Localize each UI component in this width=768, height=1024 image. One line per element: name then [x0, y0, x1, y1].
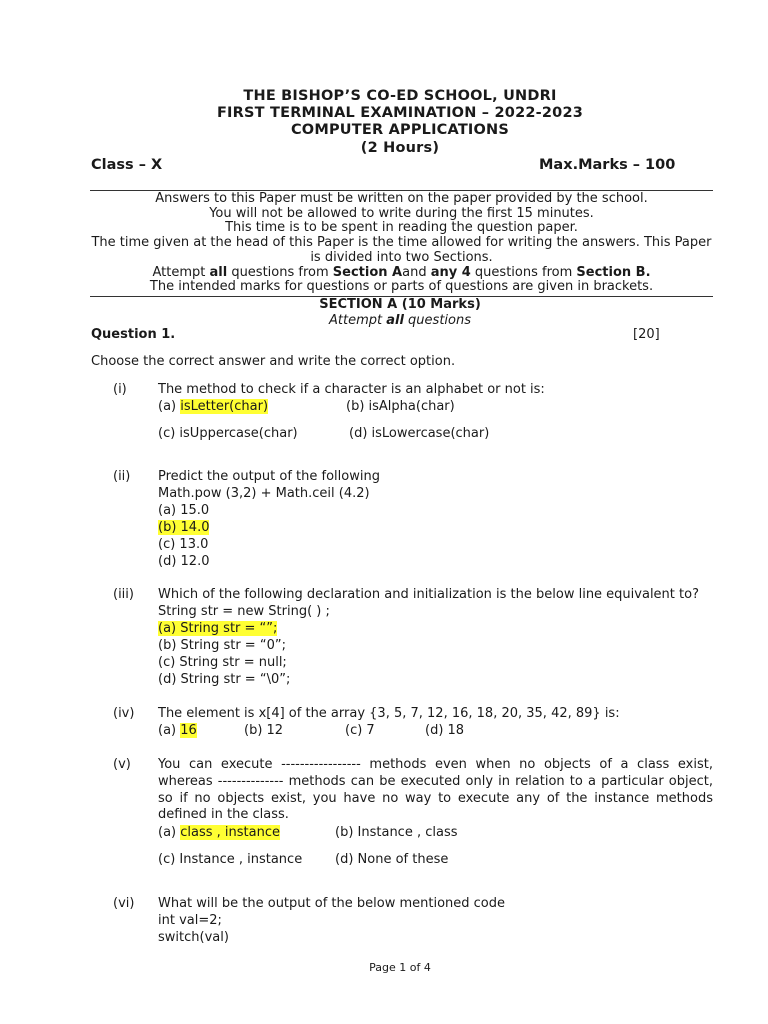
instructions-block	[90, 192, 713, 295]
question-label: Question 1.	[91, 327, 176, 342]
question-text: The element is x[4] of the array {3, 5, 7, 12, 16, 18, 20, 35, 42, 89} is:	[158, 706, 620, 721]
page-number: Page 1 of 4	[369, 961, 431, 974]
question-number: (v)	[113, 757, 131, 772]
code-line: switch(val)	[158, 930, 229, 945]
option-a: (a) 16	[158, 723, 197, 738]
question-marks: [20]	[633, 327, 660, 342]
question-text: Which of the following declaration and initialization is the below line equivalent to?	[158, 587, 699, 602]
instruction-line: The intended marks for questions or parts of questions are given in brackets.	[149, 279, 654, 295]
instruction-line: Answers to this Paper must be written on the paper provided by the school.	[155, 191, 648, 206]
option-b: (b) isAlpha(char)	[346, 399, 455, 414]
section-title: SECTION A (10 Marks)	[319, 297, 481, 312]
question-text: What will be the output of the below mentioned code	[158, 896, 505, 911]
instruction-line: This time is to be spent in reading the question paper.	[225, 220, 578, 236]
subject-title: COMPUTER APPLICATIONS	[290, 122, 510, 138]
question-text: You can execute ----------------- methods even when no objects of a class exist, whereas -------------- methods can be executed only in relation to a particular object, so if no objects exist, you have no way to execute any of the instance methods defined in the class.	[158, 757, 713, 823]
option-a	[158, 621, 277, 636]
code-line: String str = new String( ) ;	[158, 604, 330, 619]
exam-duration: (2 Hours)	[360, 140, 440, 156]
max-marks: Max.Marks – 100	[539, 157, 676, 173]
option-d: (d) 18	[425, 723, 465, 738]
question-number: (i)	[113, 382, 127, 397]
option-c: (c) 13.0	[158, 537, 209, 552]
question-number: (vi)	[113, 896, 135, 911]
highlighted-answer: isLetter(char)	[180, 399, 269, 414]
option-b: (b) 12	[244, 723, 284, 738]
option-b	[158, 520, 209, 535]
instruction-line: Attempt all questions from Section Aand any 4 questions from Section B.	[152, 264, 651, 280]
option-c: (c) isUppercase(char)	[158, 426, 298, 441]
option-c: (c) 7	[345, 723, 375, 738]
question-text: Predict the output of the following	[158, 469, 380, 484]
option-d: (d) 12.0	[158, 554, 210, 569]
highlighted-answer: 16	[180, 723, 197, 738]
question-instruction: Choose the correct answer and write the correct option.	[91, 354, 456, 369]
instruction-line: You will not be allowed to write during the first 15 minutes.	[209, 205, 594, 221]
option-b: (b) String str = “0”;	[158, 638, 286, 653]
highlighted-answer: (b) 14.0	[158, 520, 210, 535]
question-number: (iv)	[113, 706, 135, 721]
code-line: int val=2;	[158, 913, 222, 928]
instruction-line: The time given at the head of this Paper is the time allowed for writing the answers. This Paper is divided into two Sections.	[91, 235, 712, 265]
exam-title: FIRST TERMINAL EXAMINATION – 2022-2023	[216, 105, 584, 121]
question-number: (ii)	[113, 469, 131, 484]
option-b: (b) Instance , class	[335, 825, 458, 840]
option-d: (d) String str = “\0”;	[158, 672, 291, 687]
option-a: (a) class , instance	[158, 825, 280, 840]
option-d: (d) None of these	[335, 852, 449, 867]
code-line: Math.pow (3,2) + Math.ceil (4.2)	[158, 486, 370, 501]
option-d: (d) isLowercase(char)	[349, 426, 490, 441]
option-a: (a) isLetter(char)	[158, 399, 269, 414]
option-a: (a) 15.0	[158, 503, 210, 518]
highlighted-answer: (a) String str = “”;	[158, 621, 278, 636]
section-subtitle: Attempt all questions	[329, 313, 471, 328]
option-c: (c) String str = null;	[158, 655, 287, 670]
option-c: (c) Instance , instance	[158, 852, 303, 867]
school-name: THE BISHOP’S CO-ED SCHOOL, UNDRI	[243, 88, 557, 104]
class-label: Class – X	[91, 157, 163, 173]
question-text: The method to check if a character is an alphabet or not is:	[158, 382, 545, 397]
question-number: (iii)	[113, 587, 134, 602]
highlighted-answer: class , instance	[180, 825, 280, 840]
